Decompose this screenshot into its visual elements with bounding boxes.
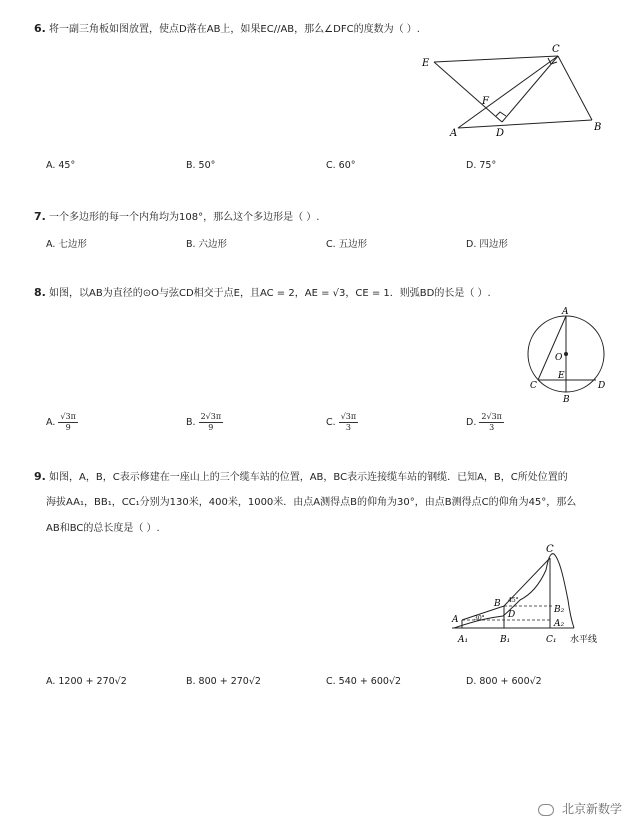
question-number: 8. bbox=[34, 286, 46, 299]
line-CD bbox=[502, 56, 558, 122]
fraction-denominator: 3 bbox=[345, 423, 351, 432]
wechat-icon bbox=[538, 804, 554, 816]
label-C1: C₁ bbox=[546, 635, 557, 645]
q7-option-c[interactable]: C. 五边形 bbox=[326, 239, 368, 250]
q6-option-c[interactable]: C. 60° bbox=[326, 160, 356, 171]
option-fraction bbox=[479, 412, 504, 433]
question-number: 6. bbox=[34, 22, 46, 35]
label-F: F bbox=[482, 96, 489, 107]
q6-option-b[interactable]: B. 50° bbox=[186, 160, 216, 171]
q6-triangle-figure bbox=[420, 40, 610, 140]
fraction-denominator: 3 bbox=[489, 423, 495, 432]
q8-option-c[interactable] bbox=[326, 412, 358, 433]
q9-option-d[interactable]: D. 800 + 600√2 bbox=[466, 676, 542, 687]
line-ED bbox=[434, 62, 502, 122]
label-C: C bbox=[552, 44, 560, 55]
question-number: 7. bbox=[34, 210, 46, 223]
question-9-stem-line-1 bbox=[34, 470, 568, 485]
option-fraction bbox=[58, 412, 77, 433]
question-9-stem-line-2: 海拔AA₁，BB₁，CC₁分别为130米，400米，1000米．由点A测得点B的仰角为30°，由点B测得点C的仰角为45°，那么 bbox=[46, 497, 577, 508]
option-letter: D. bbox=[466, 417, 477, 428]
q9-option-c[interactable]: C. 540 + 600√2 bbox=[326, 676, 402, 687]
question-7-stem bbox=[34, 210, 319, 225]
q6-option-d[interactable]: D. 75° bbox=[466, 160, 497, 171]
line-CB bbox=[558, 56, 592, 120]
q9-mountain-figure bbox=[448, 540, 618, 655]
label-A: A bbox=[450, 128, 458, 139]
label-D: D bbox=[598, 381, 606, 391]
q8-option-a[interactable] bbox=[46, 412, 78, 433]
question-9-stem-line-3: AB和BC的总长度是（ ）. bbox=[46, 523, 160, 534]
label-A2: A₂ bbox=[554, 619, 565, 629]
q9-option-b[interactable]: B. 800 + 270√2 bbox=[186, 676, 261, 687]
fraction-numerator: 2√3π bbox=[200, 412, 222, 421]
question-text: 将一副三角板如图放置，使点D落在AB上，如果EC//AB，那么∠DFC的度数为（ ）. bbox=[49, 24, 420, 35]
right-angle-mark-D bbox=[496, 112, 506, 116]
line-AC bbox=[458, 56, 558, 128]
fraction-numerator: √3π bbox=[60, 412, 76, 421]
question-text: 一个多边形的每一个内角均为108°，那么这个多边形是（ ）. bbox=[49, 212, 320, 223]
question-text: 如图，以AB为直径的⊙O与弦CD相交于点E，且AC = 2，AE = √3，CE = 1．则弧BD的长是（ ）. bbox=[49, 288, 491, 299]
q6-option-a[interactable]: A. 45° bbox=[46, 160, 76, 171]
q7-option-b[interactable]: B. 六边形 bbox=[186, 239, 228, 250]
label-A: A bbox=[562, 307, 569, 317]
label-B: B bbox=[563, 395, 570, 405]
option-fraction bbox=[199, 412, 224, 433]
question-text: 如图，A，B，C表示修建在一座山上的三个缆车站的位置，AB，BC表示连接缆车站的钢缆．已知A，B，C所处位置的 bbox=[49, 472, 568, 483]
label-E: E bbox=[558, 371, 565, 381]
watermark bbox=[538, 800, 622, 817]
q8-option-b[interactable] bbox=[186, 412, 223, 433]
question-8-stem bbox=[34, 286, 491, 301]
label-D: D bbox=[508, 610, 516, 620]
label-B: B bbox=[594, 122, 602, 133]
label-horizontal-line: 水平线 bbox=[570, 635, 598, 645]
fraction-denominator: 9 bbox=[65, 423, 71, 432]
label-B2: B₂ bbox=[554, 605, 565, 615]
fraction-numerator: 2√3π bbox=[481, 412, 502, 421]
line-AB bbox=[458, 120, 592, 128]
question-number: 9. bbox=[34, 470, 46, 483]
q8-option-d[interactable] bbox=[466, 412, 504, 433]
option-letter: A. bbox=[46, 417, 56, 428]
option-letter: B. bbox=[186, 417, 196, 428]
center-dot bbox=[564, 352, 568, 356]
option-fraction bbox=[339, 412, 358, 433]
label-C: C bbox=[546, 544, 554, 555]
q7-option-a[interactable]: A. 七边形 bbox=[46, 239, 87, 250]
watermark-text: 北京新数学 bbox=[561, 802, 622, 816]
label-A1: A₁ bbox=[458, 635, 469, 645]
label-angle-30: 30° bbox=[474, 615, 485, 622]
q8-circle-figure bbox=[522, 304, 612, 406]
fraction-denominator: 9 bbox=[208, 423, 214, 432]
label-A: A bbox=[452, 615, 459, 625]
label-C: C bbox=[530, 381, 537, 391]
label-E: E bbox=[422, 58, 430, 69]
q9-option-a[interactable]: A. 1200 + 270√2 bbox=[46, 676, 127, 687]
line-EC bbox=[434, 56, 558, 62]
option-letter: C. bbox=[326, 417, 336, 428]
label-D: D bbox=[496, 128, 505, 139]
fraction-numerator: √3π bbox=[340, 412, 357, 421]
question-6-stem bbox=[34, 22, 420, 37]
label-B: B bbox=[494, 599, 501, 609]
q7-option-d[interactable]: D. 四边形 bbox=[466, 239, 508, 250]
label-B1: B₁ bbox=[500, 635, 511, 645]
label-angle-45: 45° bbox=[508, 597, 519, 604]
label-O: O bbox=[555, 353, 563, 363]
